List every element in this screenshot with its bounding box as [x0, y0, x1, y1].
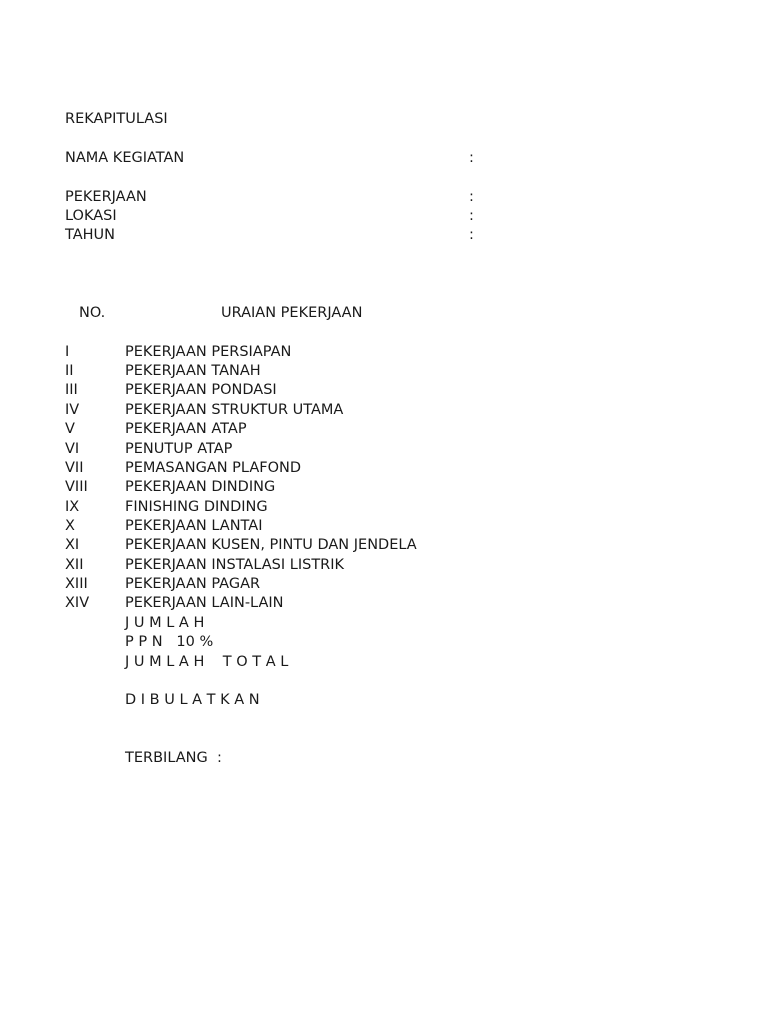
row-description: PEKERJAAN ATAP — [125, 421, 247, 437]
document-title: REKAPITULASI — [65, 111, 168, 127]
row-number: VIII — [65, 479, 88, 495]
row-description: PEKERJAAN INSTALASI LISTRIK — [125, 557, 345, 573]
row-description: PEKERJAAN PONDASI — [125, 382, 277, 398]
summary-dibulatkan: D I B U L A T K A N — [125, 692, 260, 708]
row-description: PEKERJAAN KUSEN, PINTU DAN JENDELA — [125, 537, 417, 553]
field-label-lokasi: LOKASI — [65, 208, 117, 224]
row-number: III — [65, 382, 78, 398]
row-description: PEKERJAAN LANTAI — [125, 518, 263, 534]
row-number: XII — [65, 557, 84, 573]
row-number: XIII — [65, 576, 88, 592]
summary-jumlah-total: J U M L A H T O T A L — [125, 654, 289, 670]
summary-ppn: P P N 10 % — [125, 634, 214, 650]
row-description: PEKERJAAN TANAH — [125, 363, 261, 379]
row-description: FINISHING DINDING — [125, 499, 268, 515]
row-description: PEKERJAAN DINDING — [125, 479, 276, 495]
row-description: PEKERJAAN PERSIAPAN — [125, 344, 292, 360]
row-number: IX — [65, 499, 80, 515]
row-number: XI — [65, 537, 80, 553]
table-header-no: NO. — [79, 305, 106, 321]
row-description: PEKERJAAN PAGAR — [125, 576, 261, 592]
table-header-uraian: URAIAN PEKERJAAN — [221, 305, 363, 321]
row-description: PEKERJAAN LAIN-LAIN — [125, 595, 284, 611]
row-number: VI — [65, 441, 80, 457]
row-number: XIV — [65, 595, 90, 611]
row-number: X — [65, 518, 75, 534]
row-description: PENUTUP ATAP — [125, 441, 233, 457]
field-separator: : — [469, 208, 474, 224]
field-label-tahun: TAHUN — [65, 227, 116, 243]
row-number: I — [65, 344, 70, 360]
field-separator: : — [469, 189, 474, 205]
row-number: IV — [65, 402, 80, 418]
row-number: V — [65, 421, 75, 437]
row-description: PEMASANGAN PLAFOND — [125, 460, 302, 476]
summary-jumlah: J U M L A H — [125, 615, 205, 631]
summary-terbilang: TERBILANG : — [125, 750, 222, 766]
field-label-nama-kegiatan: NAMA KEGIATAN — [65, 150, 185, 166]
row-number: VII — [65, 460, 84, 476]
field-separator: : — [469, 227, 474, 243]
field-label-pekerjaan: PEKERJAAN — [65, 189, 147, 205]
row-description: PEKERJAAN STRUKTUR UTAMA — [125, 402, 344, 418]
row-number: II — [65, 363, 74, 379]
field-separator: : — [469, 150, 474, 166]
